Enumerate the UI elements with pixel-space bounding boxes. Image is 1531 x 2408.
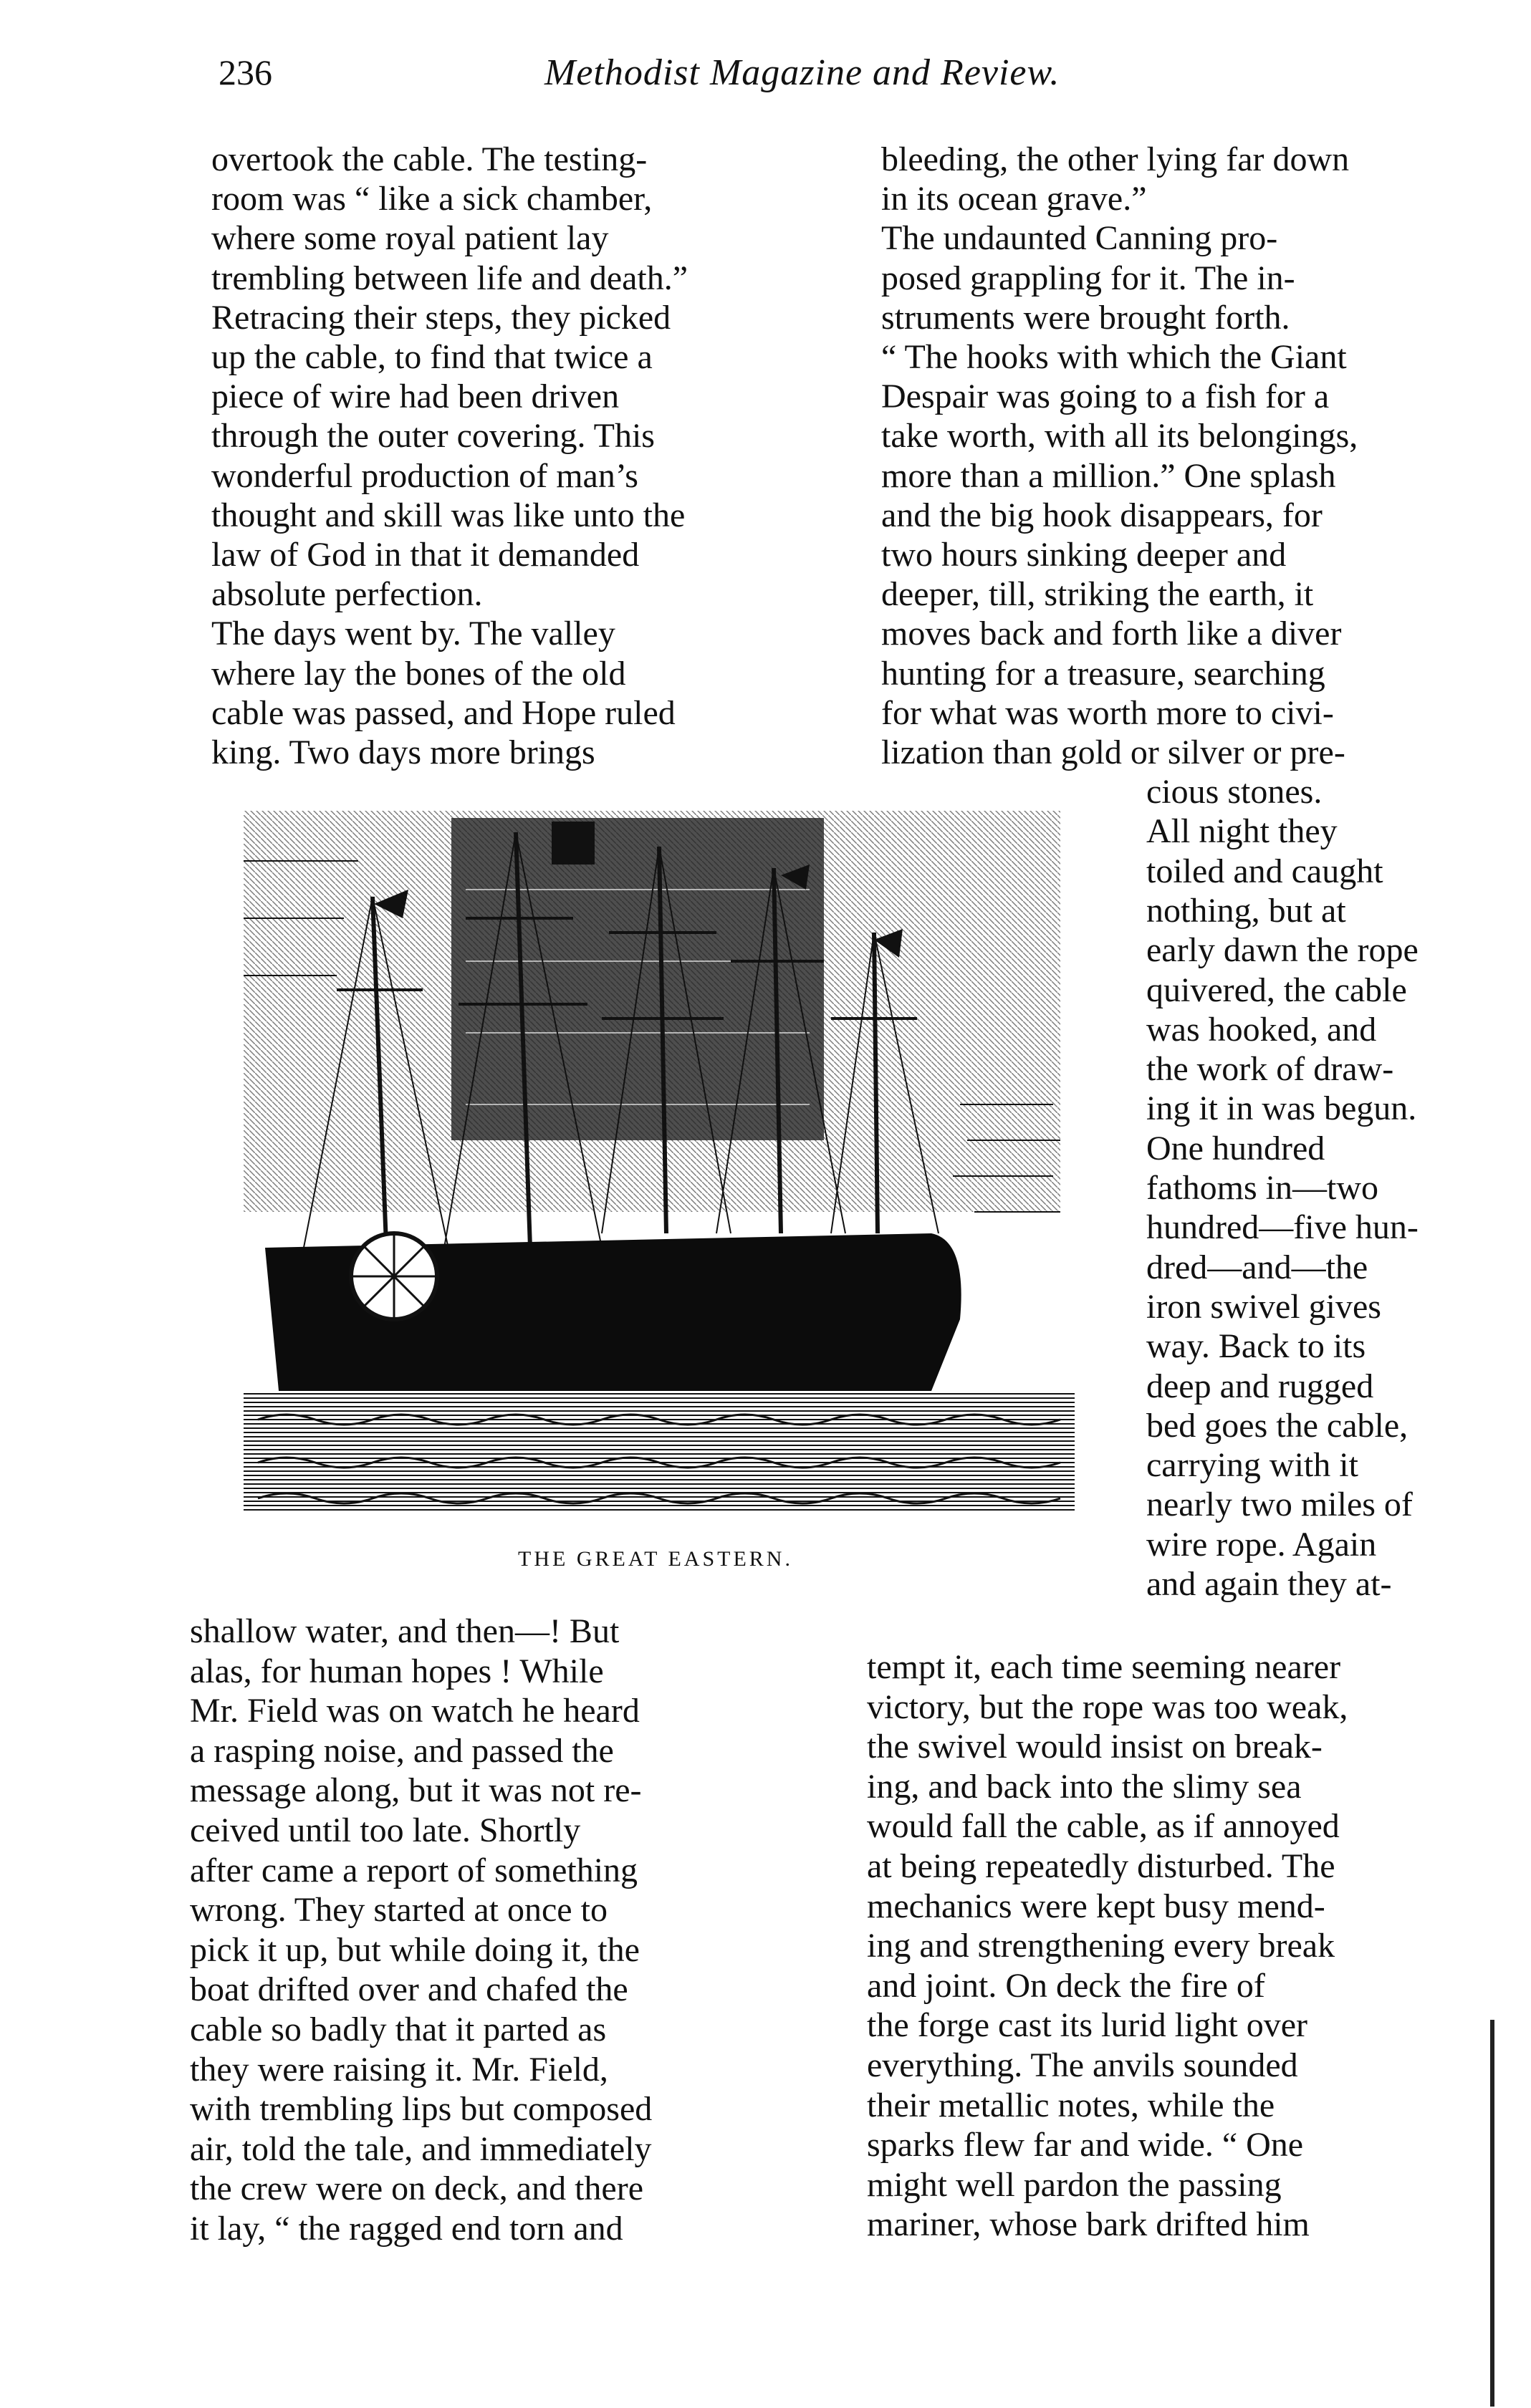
text-line: the swivel would insist on break-: [867, 1728, 1323, 1766]
text-line: shallow water, and then—! But: [190, 1612, 620, 1650]
text-line: boat drifted over and chafed the: [190, 1970, 628, 2009]
text-line: more than a million.” One splash: [881, 456, 1336, 495]
text-line: struments were brought forth.: [881, 298, 1290, 337]
text-line: deep and rugged: [1146, 1367, 1374, 1405]
text-line: the work of draw-: [1146, 1050, 1394, 1089]
page-number: 236: [219, 52, 272, 92]
page-header: [0, 52, 1531, 102]
text-line: would fall the cable, as if annoyed: [867, 1807, 1340, 1846]
text-line: tempt it, each time seeming nearer: [867, 1648, 1341, 1686]
margin-rule: [1490, 2020, 1494, 2407]
text-line: toiled and caught: [1146, 852, 1383, 890]
text-line: at being repeatedly disturbed. The: [867, 1847, 1335, 1885]
text-line: piece of wire had been driven: [211, 377, 620, 416]
text-line: hundred—five hun-: [1146, 1208, 1419, 1247]
text-line: air, told the tale, and immediately: [190, 2129, 652, 2168]
text-line: might well pardon the passing: [867, 2165, 1282, 2204]
text-line: where some royal patient lay: [211, 219, 609, 258]
text-line: early dawn the rope: [1146, 931, 1419, 970]
text-line: “ The hooks with which the Giant: [881, 338, 1347, 376]
text-line: bleeding, the other lying far down: [881, 140, 1350, 178]
text-line: and again they at-: [1146, 1565, 1392, 1603]
text-line: posed grappling for it. The in-: [881, 259, 1295, 297]
text-line: cable was passed, and Hope ruled: [211, 693, 676, 732]
text-line: wonderful production of man’s: [211, 456, 638, 495]
text-line: with trembling lips but composed: [190, 2090, 653, 2129]
text-line: The days went by. The valley: [211, 615, 615, 653]
text-line: wire rope. Again: [1146, 1525, 1377, 1564]
text-line: ing, and back into the slimy sea: [867, 1767, 1302, 1806]
text-line: wrong. They started at once to: [190, 1891, 608, 1930]
text-line: the crew were on deck, and there: [190, 2169, 643, 2208]
text-line: and joint. On deck the fire of: [867, 1966, 1265, 2005]
text-line: law of God in that it demanded: [211, 536, 640, 574]
text-line: ceived until too late. Shortly: [190, 1811, 581, 1849]
text-line: they were raising it. Mr. Field,: [190, 2050, 608, 2089]
text-line: The undaunted Canning pro-: [881, 219, 1278, 258]
text-line: overtook the cable. The testing-: [211, 140, 648, 178]
text-line: nearly two miles of: [1146, 1485, 1413, 1524]
text-line: mechanics were kept busy mend-: [867, 1887, 1325, 1925]
text-line: alas, for human hopes ! While: [190, 1652, 604, 1690]
text-line: mariner, whose bark drifted him: [867, 2205, 1310, 2244]
text-line: through the outer covering. This: [211, 417, 655, 456]
text-line: message along, but it was not re-: [190, 1771, 642, 1810]
text-line: up the cable, to find that twice a: [211, 338, 653, 376]
text-line: One hundred: [1146, 1129, 1325, 1167]
text-line: way. Back to its: [1146, 1327, 1366, 1366]
text-line: quivered, the cable: [1146, 971, 1407, 1009]
text-line: after came a report of something: [190, 1851, 638, 1889]
text-line: lization than gold or silver or pre-: [881, 733, 1345, 771]
text-line: their metallic notes, while the: [867, 2086, 1275, 2124]
text-line: where lay the bones of the old: [211, 654, 626, 693]
text-line: pick it up, but while doing it, the: [190, 1930, 640, 1969]
running-title: Methodist Magazine and Review.: [544, 52, 1060, 93]
text-line: a rasping noise, and passed the: [190, 1731, 614, 1770]
text-line: hunting for a treasure, searching: [881, 654, 1325, 693]
figure-caption: THE GREAT EASTERN.: [518, 1547, 793, 1571]
text-line: king. Two days more brings: [211, 733, 595, 771]
text-line: room was “ like a sick chamber,: [211, 180, 653, 218]
text-line: iron swivel gives: [1146, 1287, 1381, 1326]
text-line: and the big hook disappears, for: [881, 496, 1323, 534]
text-line: for what was worth more to civi-: [881, 693, 1334, 732]
text-line: trembling between life and death.”: [211, 259, 688, 297]
text-line: cious stones.: [1146, 773, 1323, 811]
text-line: bed goes the cable,: [1146, 1406, 1408, 1445]
text-line: take worth, with all its belongings,: [881, 417, 1358, 456]
text-line: fathoms in—two: [1146, 1169, 1378, 1207]
text-line: All night they: [1146, 812, 1338, 851]
text-line: in its ocean grave.”: [881, 180, 1147, 218]
text-line: it lay, “ the ragged end torn and: [190, 2210, 623, 2248]
text-line: sparks flew far and wide. “ One: [867, 2126, 1304, 2164]
text-line: Despair was going to a fish for a: [881, 377, 1330, 416]
text-line: thought and skill was like unto the: [211, 496, 686, 534]
text-line: carrying with it: [1146, 1446, 1358, 1485]
text-line: the forge cast its lurid light over: [867, 2006, 1307, 2045]
text-line: deeper, till, striking the earth, it: [881, 575, 1314, 614]
text-line: ing it in was begun.: [1146, 1089, 1417, 1128]
text-line: two hours sinking deeper and: [881, 536, 1287, 574]
text-line: was hooked, and: [1146, 1010, 1377, 1049]
text-line: absolute perfection.: [211, 575, 483, 614]
text-line: Retracing their steps, they picked: [211, 298, 671, 337]
great-eastern-engraving: [215, 804, 1096, 1531]
text-line: everything. The anvils sounded: [867, 2046, 1298, 2084]
text-line: ing and strengthening every break: [867, 1927, 1335, 1965]
text-line: victory, but the rope was too weak,: [867, 1687, 1348, 1726]
text-line: Mr. Field was on watch he heard: [190, 1692, 640, 1730]
text-line: nothing, but at: [1146, 891, 1346, 930]
text-line: dred—and—the: [1146, 1248, 1368, 1286]
text-line: cable so badly that it parted as: [190, 2010, 607, 2048]
text-line: moves back and forth like a diver: [881, 615, 1342, 653]
